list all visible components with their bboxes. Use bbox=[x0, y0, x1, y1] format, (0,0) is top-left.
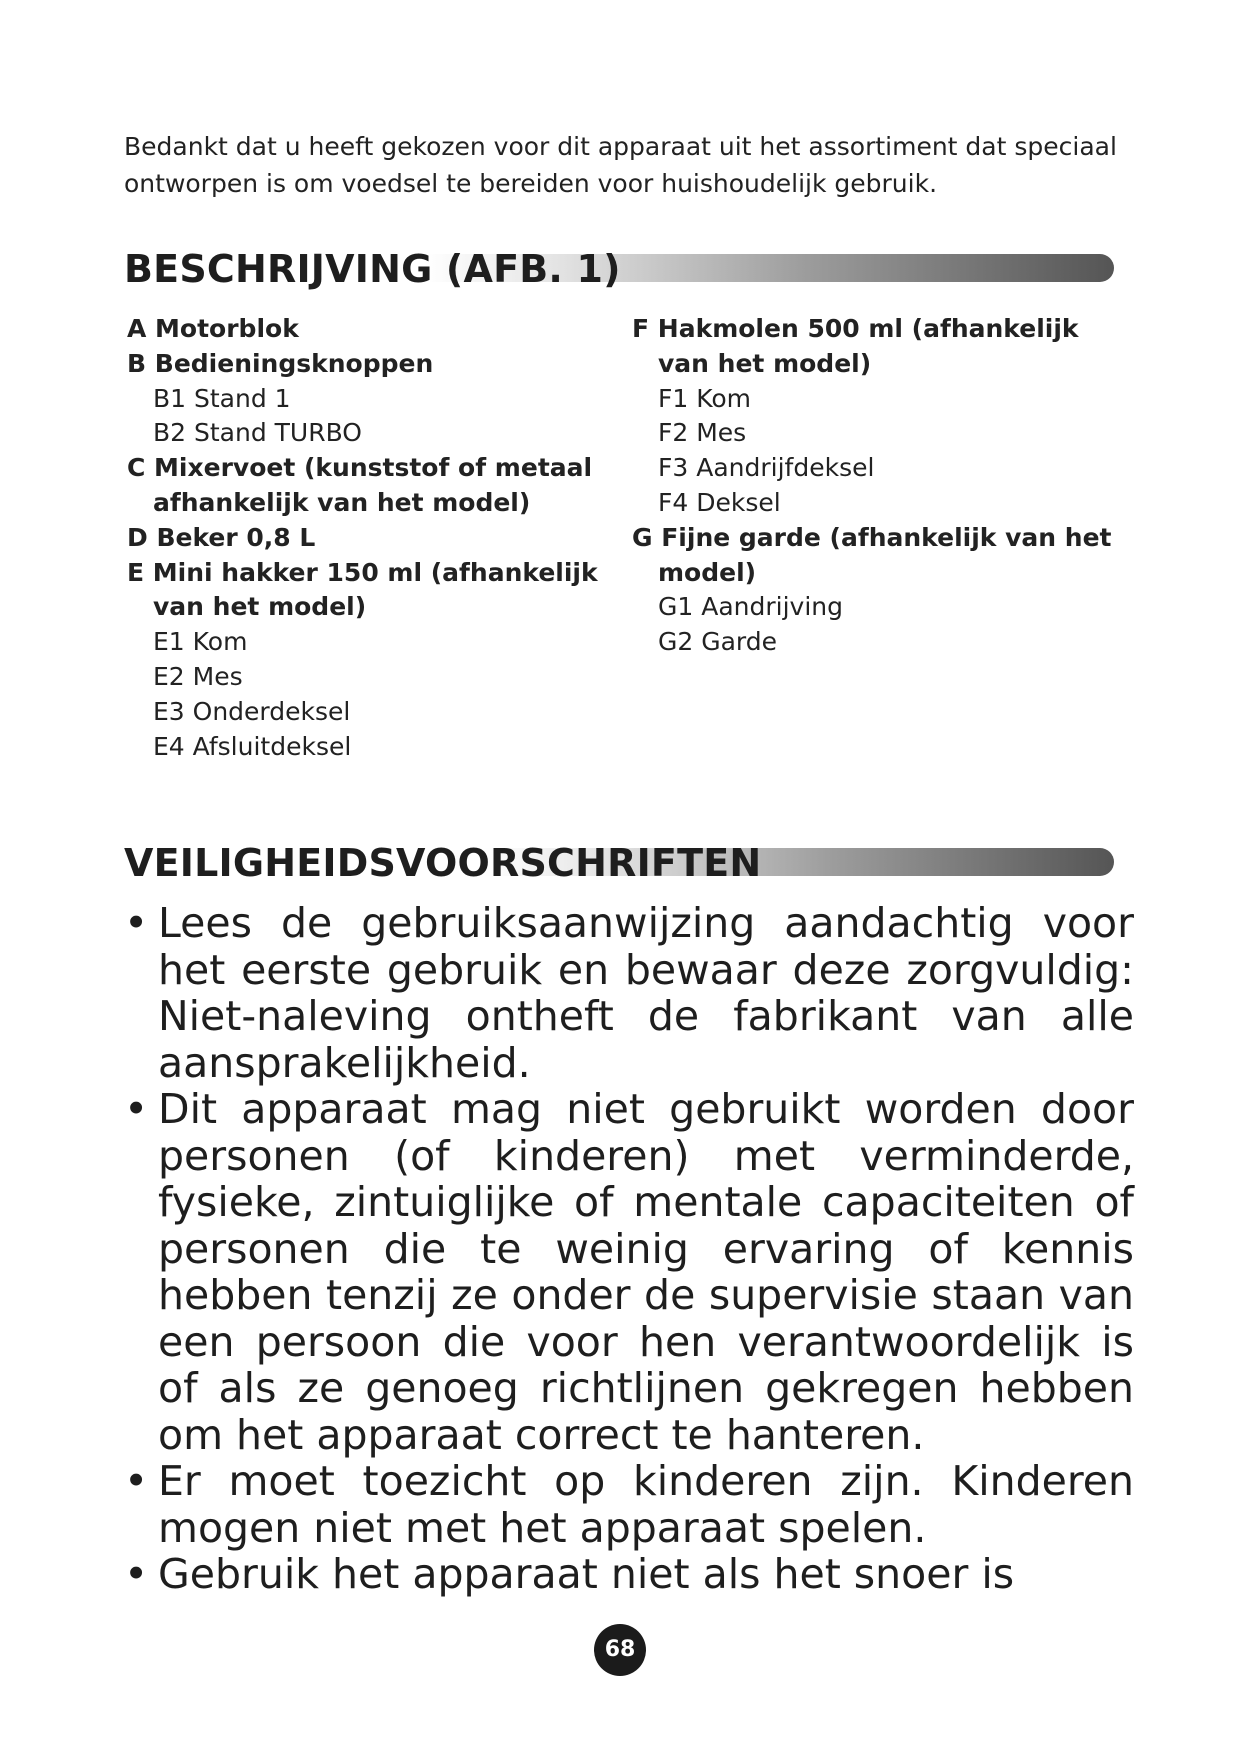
bullet-icon: • bbox=[124, 1085, 149, 1133]
section-title: BESCHRIJVING (AFB. 1) bbox=[124, 247, 621, 291]
safety-text: Dit apparaat mag niet gebruikt worden door personen (of kinderen) met verminderde, fysieke, zintuiglijke of mentale capaciteiten of personen die te weinig ervaring of kennis hebben tenzij ze onder de supervisie staan van een persoon die voor hen verantwoordelijk is of als ze genoeg richtlijnen gekregen hebben om het apparaat correct te hanteren. bbox=[158, 1085, 1134, 1459]
part-item: F Hakmolen 500 ml (afhankelijk van het model) bbox=[632, 314, 1079, 378]
part-subitem: E2 Mes bbox=[153, 661, 243, 691]
part-subitem: E3 Onderdeksel bbox=[153, 696, 351, 726]
part-item: G Fijne garde (afhankelijk van het model) bbox=[632, 522, 1112, 587]
safety-list bbox=[124, 900, 1134, 1598]
part-subitem: G1 Aandrijving bbox=[658, 592, 843, 622]
safety-text: Gebruik het apparaat niet als het snoer is bbox=[158, 1550, 1015, 1598]
part-item: A Motorblok bbox=[127, 314, 299, 343]
section-heading-description bbox=[124, 244, 1114, 294]
part-subitem: B1 Stand 1 bbox=[153, 383, 291, 413]
part-item: C Mixervoet (kunststof of metaal afhankelijk van het model) bbox=[127, 453, 593, 517]
part-item: D Beker 0,8 L bbox=[127, 522, 316, 552]
part-subitem: E4 Afsluitdeksel bbox=[153, 731, 352, 761]
part-subitem: E1 Kom bbox=[153, 627, 248, 657]
part-subitem: G2 Garde bbox=[658, 627, 778, 657]
safety-item bbox=[124, 1086, 1134, 1458]
section-heading-safety bbox=[124, 838, 1114, 888]
intro-paragraph: Bedankt dat u heeft gekozen voor dit apparaat uit het assortiment dat speciaal ontworpen is om voedsel te bereiden voor huishoudelijk gebruik. bbox=[124, 132, 1117, 198]
part-item: E Mini hakker 150 ml (afhankelijk van het model) bbox=[127, 557, 598, 622]
part-subitem: F4 Deksel bbox=[658, 487, 781, 517]
part-subitem: B2 Stand TURBO bbox=[153, 418, 362, 448]
safety-text: Lees de gebruiksaanwijzing aandachtig voor het eerste gebruik en bewaar deze zorgvuldig: Niet-naleving ontheft de fabrikant van alle aansprakelijkheid. bbox=[158, 899, 1134, 1087]
part-subitem: F1 Kom bbox=[658, 383, 752, 413]
safety-item bbox=[124, 1551, 1134, 1598]
section-title: VEILIGHEIDSVOORSCHRIFTEN bbox=[124, 841, 762, 885]
parts-list-left bbox=[127, 312, 607, 764]
part-subitem: F3 Aandrijfdeksel bbox=[658, 453, 875, 483]
bullet-icon: • bbox=[124, 899, 149, 947]
bullet-icon: • bbox=[124, 1457, 149, 1505]
safety-item bbox=[124, 900, 1134, 1086]
part-subitem: F2 Mes bbox=[658, 418, 747, 448]
page-number-badge: 68 bbox=[594, 1624, 646, 1676]
part-item: B Bedieningsknoppen bbox=[127, 348, 434, 378]
parts-list-right bbox=[632, 312, 1132, 660]
bullet-icon: • bbox=[124, 1550, 149, 1598]
safety-text: Er moet toezicht op kinderen zijn. Kinderen mogen niet met het apparaat spelen. bbox=[158, 1457, 1134, 1552]
safety-item bbox=[124, 1458, 1134, 1551]
